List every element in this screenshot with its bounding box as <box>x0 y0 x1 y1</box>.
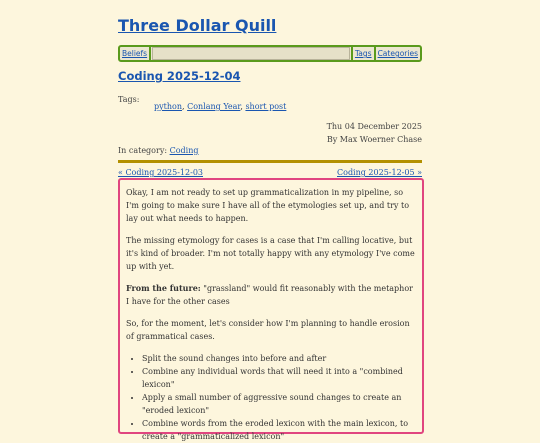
paragraph <box>126 282 416 308</box>
post-author: By Max Woerner Chase <box>326 135 422 144</box>
next-post-link[interactable]: Coding 2025-12-05 » <box>337 168 422 177</box>
list-item: • Apply a small number of aggressive sound changes to create an "eroded lexicon" <box>142 391 416 417</box>
tag-link[interactable]: short post <box>245 102 287 111</box>
paragraph: The missing etymology for cases is a case that I'm calling locative, but it's kind of broader. I'm not totally happy with any etymology I've come up with yet. <box>126 236 415 271</box>
post-title-link[interactable]: Coding 2025-12-04 <box>118 69 241 83</box>
list-item: • Split the sound changes into before and after <box>142 352 416 365</box>
divider <box>118 160 422 163</box>
nav-search-field[interactable] <box>152 47 350 60</box>
tag-link[interactable]: Conlang Year <box>187 102 241 111</box>
category-link[interactable]: Coding <box>169 146 199 155</box>
tags-label: Tags: <box>118 95 140 104</box>
future-note-text: "grassland" would fit reasonably with the metaphor I have for the other cases <box>126 284 413 306</box>
prev-post-link[interactable]: « Coding 2025-12-03 <box>118 168 203 177</box>
nav-bar <box>118 45 422 62</box>
nav-beliefs-link[interactable]: Beliefs <box>120 47 151 60</box>
list-item: • Combine words from the eroded lexicon with the main lexicon, to create a "grammaticalized lexicon" <box>142 417 416 443</box>
steps-list <box>126 352 416 443</box>
future-note-label: From the future: <box>126 283 201 293</box>
category-line <box>118 146 198 155</box>
nav-categories-link[interactable]: Categories <box>377 49 418 58</box>
paragraph: So, for the moment, let's consider how I'm planning to handle erosion of grammatical cases. <box>126 319 410 341</box>
tag-link[interactable]: python <box>154 102 182 111</box>
site-title-link[interactable]: Three Dollar Quill <box>118 16 277 35</box>
paragraph: Okay, I am not ready to set up grammaticalization in my pipeline, so I'm going to make sure I have all of the etymologies set up, and try to lay out what needs to happen. <box>126 188 410 223</box>
list-item: • Combine any individual words that will need it into a "combined lexicon" <box>142 365 416 391</box>
post-date: Thu 04 December 2025 <box>326 122 422 131</box>
post-body <box>118 178 424 441</box>
category-label: In category: <box>118 146 168 155</box>
nav-tags-link[interactable]: Tags <box>351 47 376 60</box>
tags-list: python, Conlang Year, short post <box>154 102 287 111</box>
